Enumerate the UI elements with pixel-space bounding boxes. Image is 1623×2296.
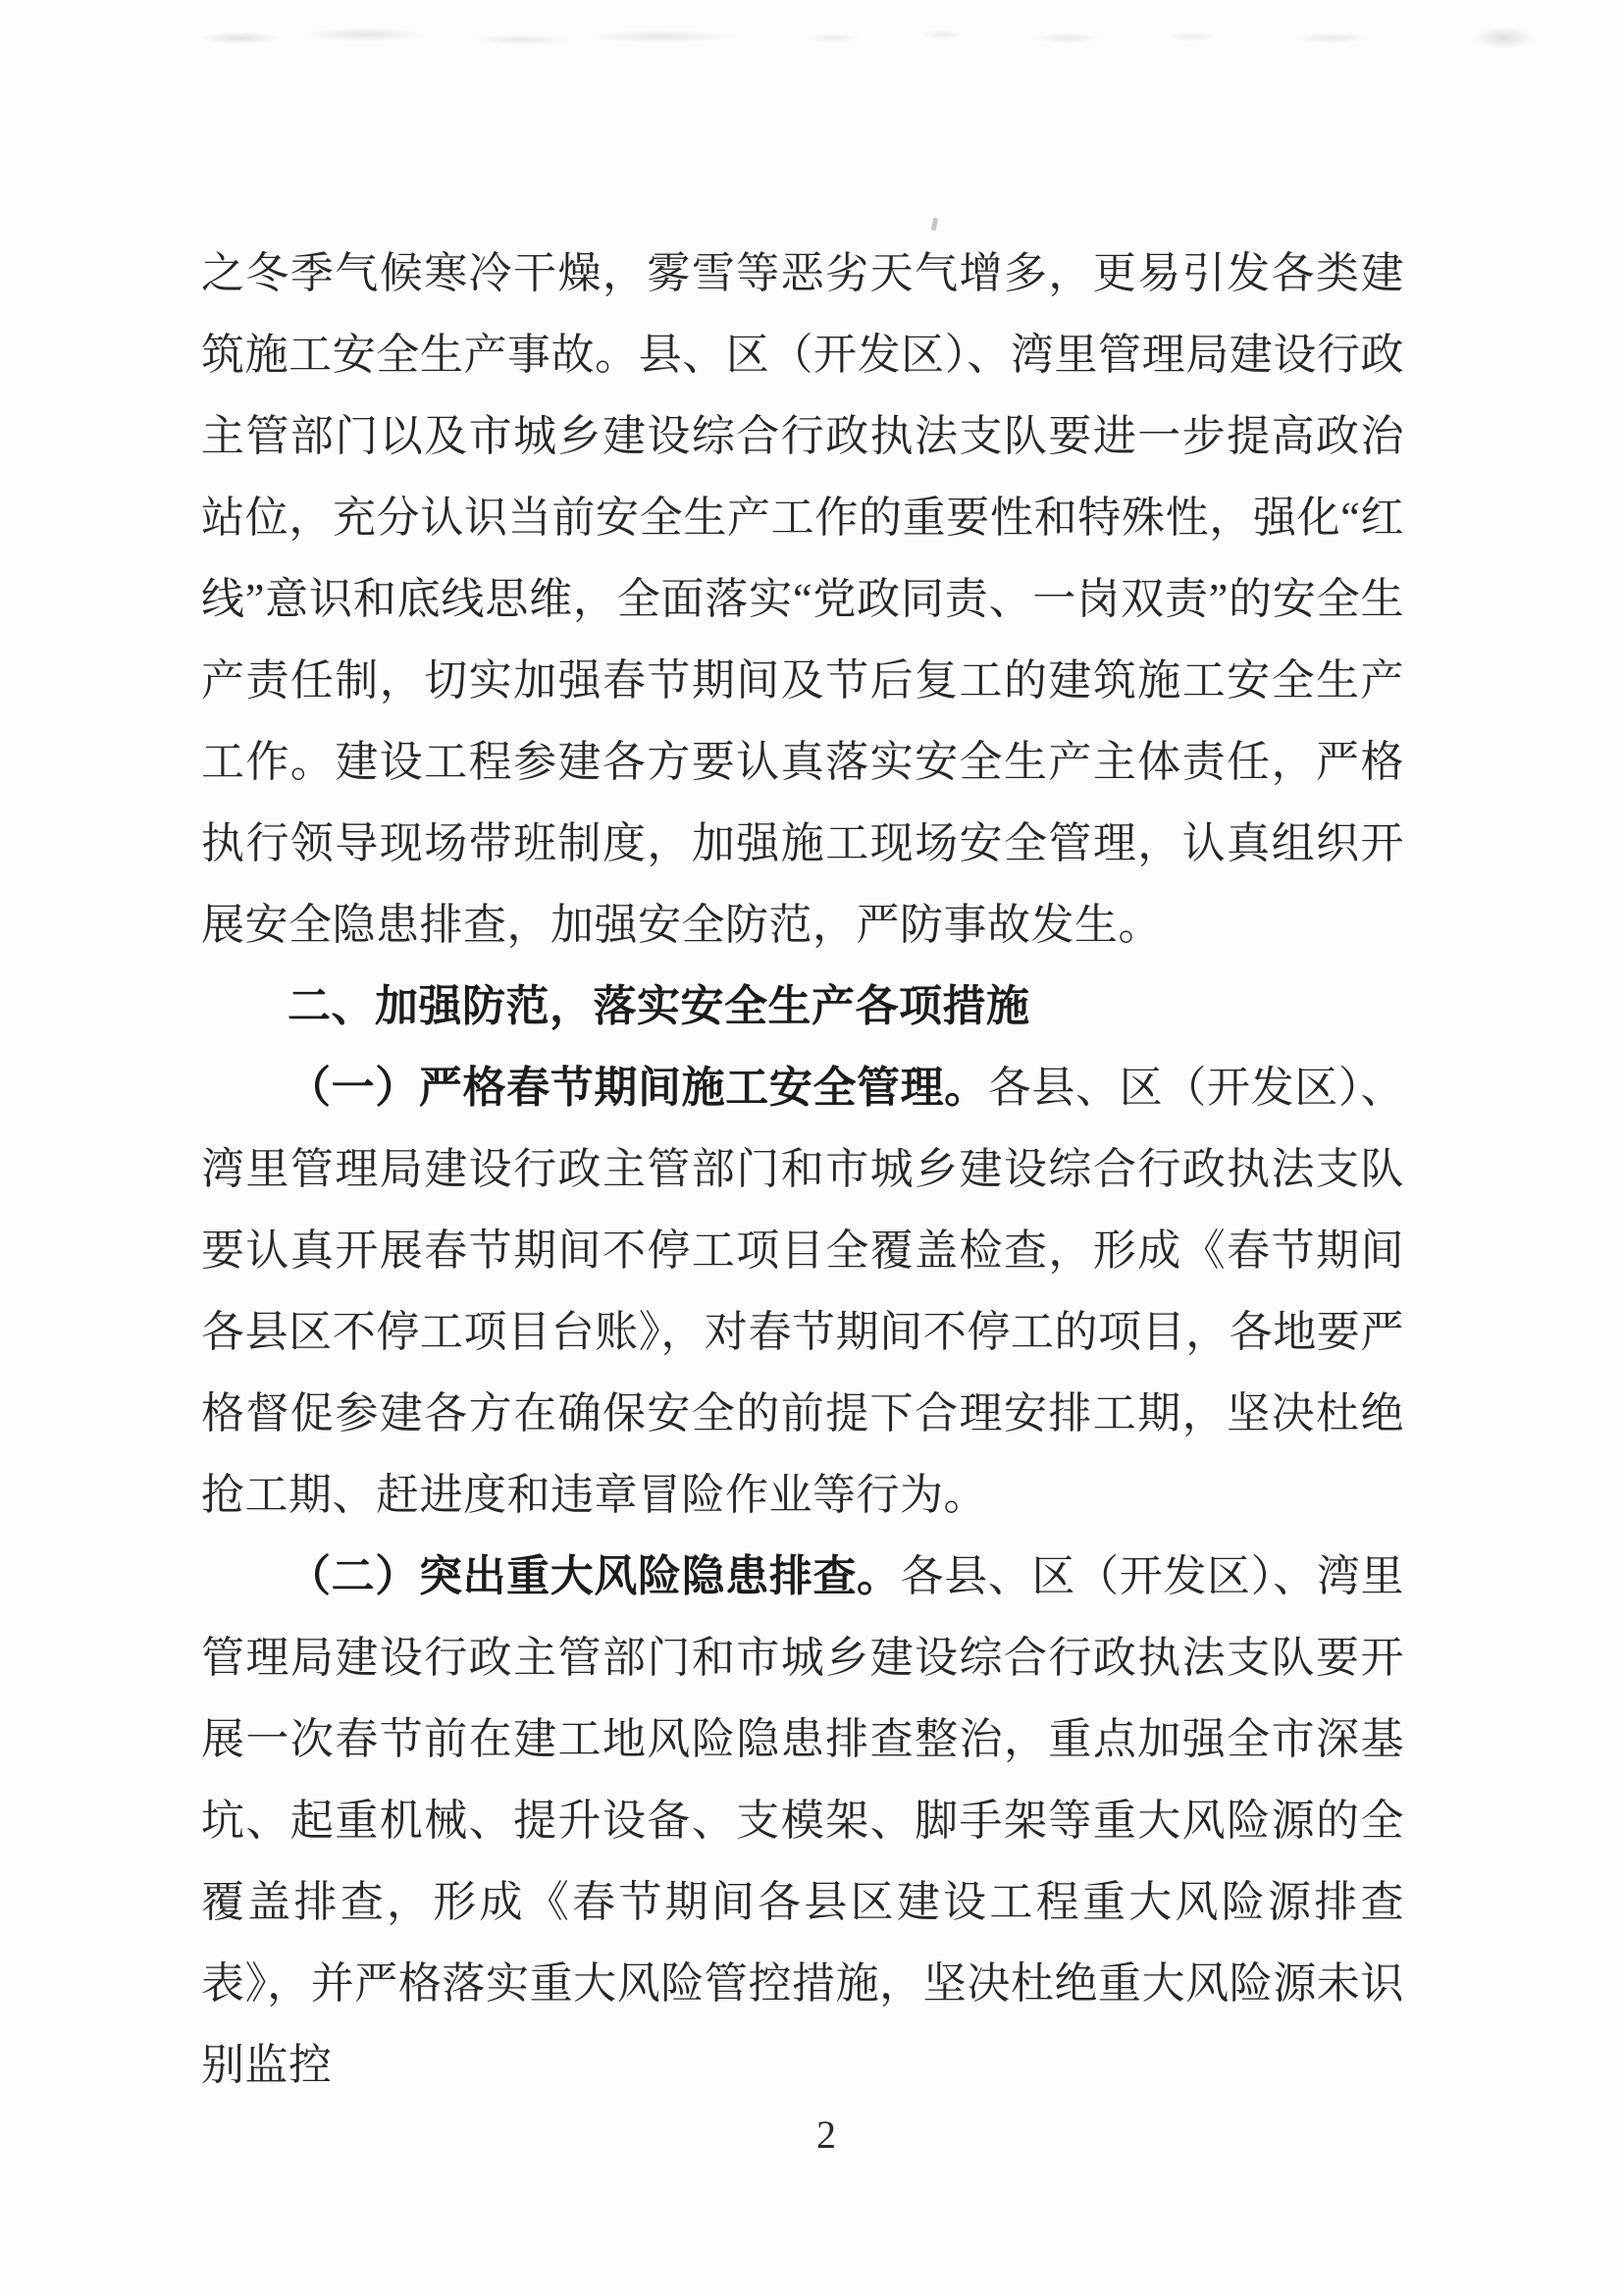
paragraph-item-2-lead: （二）突出重大风险隐患排查。 xyxy=(288,1552,901,1600)
paragraph-item-1 xyxy=(201,1047,1404,1536)
paragraph-item-1-lead: （一）严格春节期间施工安全管理。 xyxy=(288,1064,988,1112)
paragraph-continued-from-previous-page: 之冬季气候寒冷干燥，雾雪等恶劣天气增多，更易引发各类建筑施工安全生产事故。县、区（开发区）、湾里管理局建设行政主管部门以及市城乡建设综合行政执法支队要进一步提高政治站位，充分认识当前安全生产工作的重要性和特殊性，强化“红线”意识和底线思维，全面落实“党政同责、一岗双责”的安全生产责任制，切实加强春节期间及节后复工的建筑施工安全生产工作。建设工程参建各方要认真落实安全生产主体责任，严格执行领导现场带班制度，加强施工现场安全管理，认真组织开展安全隐患排查，加强安全防范，严防事故发生。 xyxy=(201,249,1404,949)
page-number: 2 xyxy=(816,2113,836,2157)
scan-speck-artifact xyxy=(931,218,939,232)
section-heading-2: 二、加强防范，落实安全生产各项措施 xyxy=(288,982,1030,1030)
paragraph-item-1-body: 各县、区（开发区）、湾里管理局建设行政主管部门和市城乡建设综合行政执法支队要认真开展春节期间不停工项目全覆盖检查，形成《春节期间各县区不停工项目台账》，对春节期间不停工的项目，各地要严格督促参建各方在确保安全的前提下合理安排工期，坚决杜绝抢工期、赶进度和违章冒险作业等行为。 xyxy=(201,1064,1405,1519)
paragraph-item-2 xyxy=(201,1536,1404,2106)
paragraph-item-2-body: 各县、区（开发区）、湾里管理局建设行政主管部门和市城乡建设综合行政执法支队要开展一次春节前在建工地风险隐患排查整治，重点加强全市深基坑、起重机械、提升设备、支模架、脚手架等重大风险源的全覆盖排查，形成《春节期间各县区建设工程重大风险源排查表》，并严格落实重大风险管控措施，坚决杜绝重大风险源未识别监控 xyxy=(201,1552,1405,2089)
document-text-block xyxy=(201,233,1404,2106)
scanner-noise-artifact xyxy=(6,20,1566,53)
